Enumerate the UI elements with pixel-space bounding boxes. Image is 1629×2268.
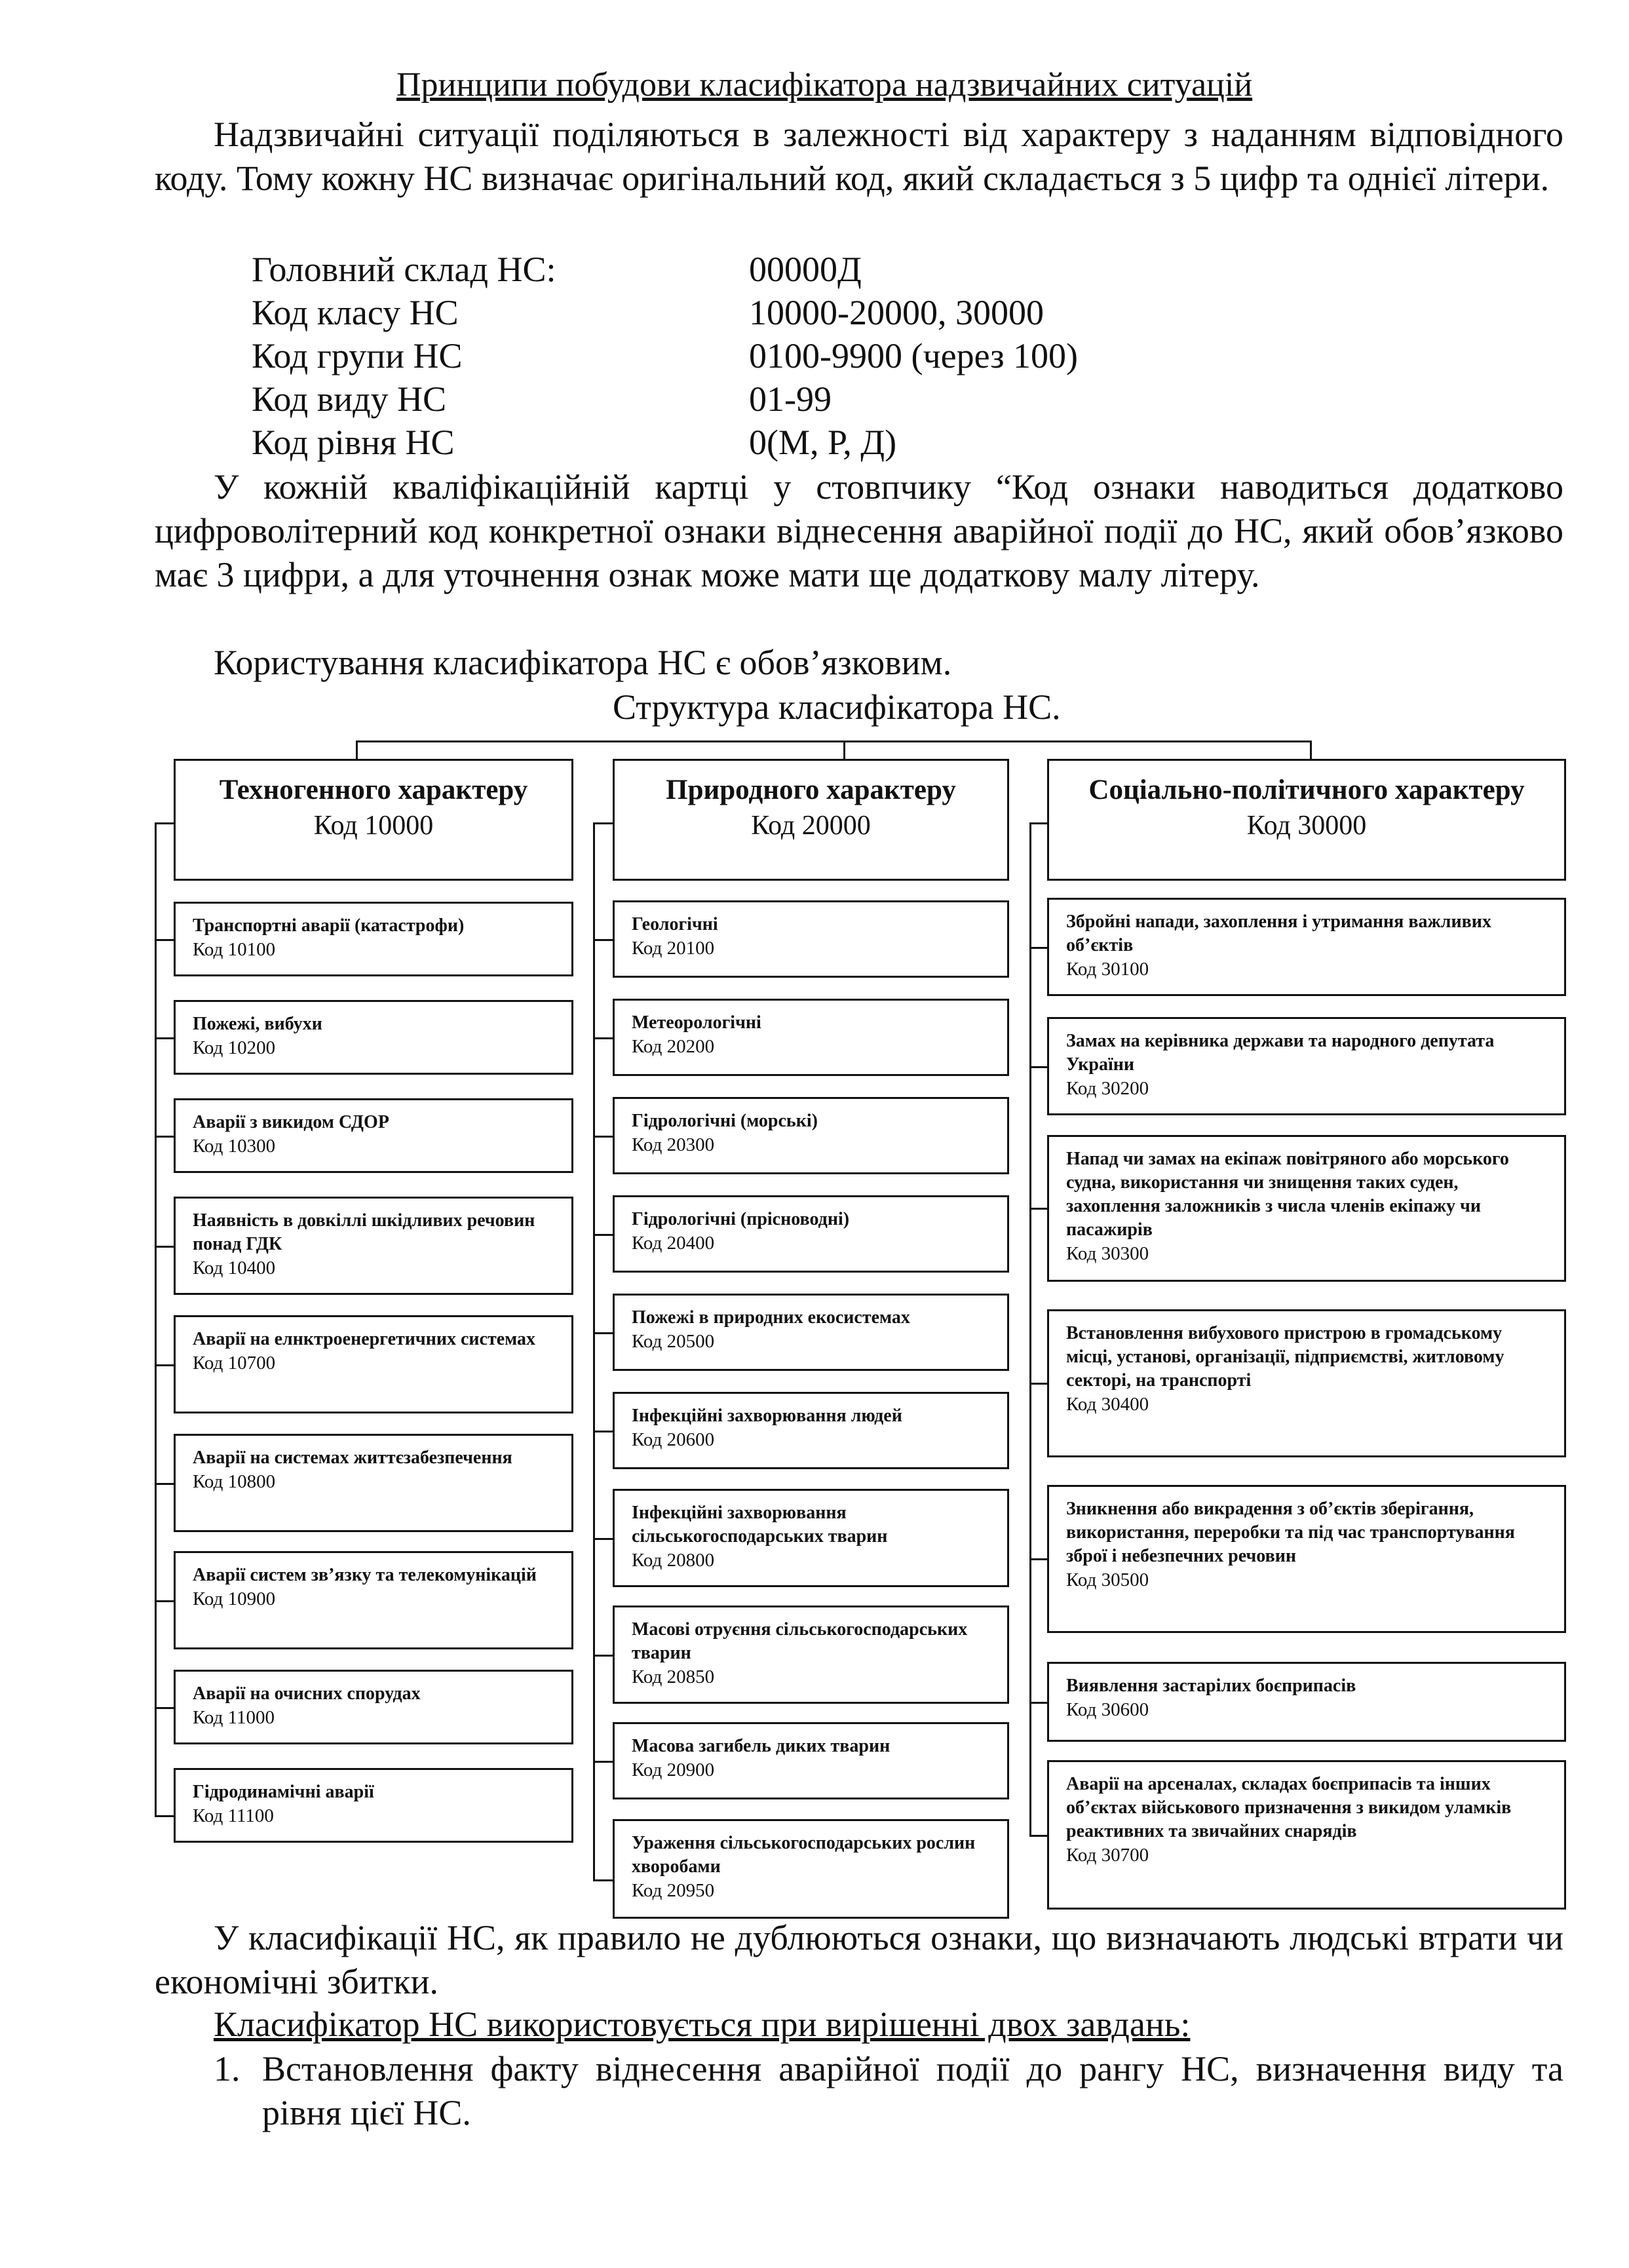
task-1-text: Встановлення факту віднесення аварійної події до рангу НС, визначення виду та рівня цієї НС. [262, 2049, 1563, 2132]
subcategory-box [174, 1000, 573, 1075]
subcategory-box [174, 1551, 573, 1649]
diagram-connector [356, 740, 358, 760]
diagram-connector [155, 1037, 174, 1039]
subcategory-title: Аварії на арсеналах, складах боєприпасів та інших об’єктах військового призначення з викидом уламків реактивних та звичайних снарядів [1066, 1774, 1512, 1841]
diagram-connector [593, 1431, 613, 1432]
intro-paragraph: Надзвичайні ситуації поділяються в залежності від характеру з наданням відповідного коду. Тому кожну НС визначає оригінальний код, який складається з 5 цифр та однієї літери. [155, 115, 1563, 198]
task-number: 1. [214, 2049, 240, 2088]
subcategory-title: Метеорологічні [632, 1012, 761, 1033]
diagram-connector [593, 1332, 613, 1334]
diagram-connector [593, 1037, 613, 1039]
subcategory-box [174, 902, 573, 976]
subcategory-box [613, 1819, 1009, 1919]
subcategory-box [613, 900, 1009, 978]
diagram-connector [1310, 740, 1312, 760]
subcategory-box [174, 1197, 573, 1295]
diagram-connector [593, 822, 613, 824]
diagram-connector [155, 822, 174, 824]
subcategory-box [1047, 1135, 1566, 1282]
diagram-connector [1029, 822, 1047, 824]
code-label: Головний склад НС: [252, 250, 556, 289]
code-label: Код групи НС [252, 336, 463, 375]
subcategory-box [174, 1098, 573, 1173]
subcategory-code: Код 20800 [632, 1550, 715, 1571]
category-box-natural [613, 759, 1009, 881]
subcategory-code: Код 20500 [632, 1331, 715, 1352]
subcategory-code: Код 30500 [1066, 1569, 1149, 1590]
subcategory-code: Код 20900 [632, 1759, 715, 1780]
subcategory-code: Код 20600 [632, 1429, 715, 1450]
subcategory-title: Гідрологічні (морські) [632, 1111, 818, 1131]
subcategory-code: Код 10200 [193, 1037, 276, 1058]
diagram-connector [155, 1364, 174, 1366]
subcategory-title: Зникнення або викрадення з об’єктів зберігання, використання, переробки та під час транспортування зброї і небезпечних речовин [1066, 1499, 1515, 1566]
subcategory-box [613, 1605, 1009, 1704]
subcategory-box [1047, 1485, 1566, 1633]
subcategory-title: Інфекційні захворювання сільськогосподарських тварин [632, 1503, 888, 1547]
subcategory-title: Встановлення вибухового пристрою в громадському місці, установі, організації, підприємстві, житловому секторі, на транспорті [1066, 1323, 1504, 1391]
diagram-connector [155, 1600, 174, 1602]
tasks-heading: Класифікатор НС використовується при вирішенні двох завдань: [214, 2005, 1191, 2044]
diagram-connector [1029, 947, 1047, 949]
subcategory-title: Збройні напади, захоплення і утримання важливих об’єктів [1066, 912, 1491, 955]
subcategory-title: Аварії з викидом СДОР [193, 1112, 389, 1132]
diagram-connector [356, 740, 1312, 742]
subcategory-title: Масові отруєння сільськогосподарських тварин [632, 1619, 968, 1663]
subcategory-code: Код 10800 [193, 1471, 276, 1492]
diagram-connector [155, 1136, 174, 1138]
diagram-connector [593, 939, 613, 941]
diagram-connector [593, 822, 595, 1881]
subcategory-title: Геологічні [632, 914, 718, 934]
diagram-connector [155, 1246, 174, 1248]
category-box-technogenic [174, 759, 573, 881]
diagram-connector [1029, 1383, 1047, 1385]
qualification-paragraph: У кожній кваліфікаційній картці у стовпчику “Код ознаки наводиться додатково цифроволітерний код конкретної ознаки віднесення аварійної події до НС, який обов’язково має 3 цифри, а для уточнення ознак може мати ще додаткову малу літеру. [155, 467, 1563, 594]
subcategory-title: Замах на керівника держави та народного депутата України [1066, 1031, 1495, 1075]
code-value: 00000Д [749, 250, 862, 289]
diagram-connector [155, 1483, 174, 1485]
subcategory-title: Аварії на елнктроенергетичних системах [193, 1329, 536, 1349]
diagram-connector [1029, 822, 1031, 1837]
subcategory-code: Код 10100 [193, 939, 276, 960]
subcategory-box [613, 1392, 1009, 1469]
code-label: Код рівня НС [252, 423, 455, 462]
diagram-connector [1029, 1208, 1047, 1210]
subcategory-code: Код 11100 [193, 1805, 274, 1826]
subcategory-title: Аварії на системах життєзабезпечення [193, 1448, 512, 1468]
diagram-connector [593, 1655, 613, 1657]
code-value: 0(М, Р, Д) [749, 423, 897, 462]
diagram-connector [155, 939, 174, 941]
subcategory-box [174, 1434, 573, 1532]
classification-paragraph: У класифікації НС, як правило не дублюються ознаки, що визначають людські втрати чи економічні збитки. [155, 1918, 1563, 2001]
diagram-connector [843, 740, 845, 760]
subcategory-title: Виявлення застарілих боєприпасів [1066, 1676, 1356, 1696]
subcategory-box [1047, 1309, 1566, 1457]
subcategory-title: Ураження сільськогосподарських рослин хворобами [632, 1833, 976, 1877]
subcategory-code: Код 20100 [632, 938, 715, 959]
subcategory-box [174, 1670, 573, 1744]
subcategory-code: Код 20400 [632, 1233, 715, 1254]
code-value: 10000-20000, 30000 [749, 293, 1044, 332]
category-code: Код 30000 [1246, 811, 1367, 841]
subcategory-title: Напад чи замах на екіпаж повітряного або морського судна, використання чи знищення таких суден, захоплення заложників з числа членів екіпажу чи пасажирів [1066, 1149, 1509, 1240]
subcategory-title: Пожежі в природних екосистемах [632, 1307, 910, 1328]
code-label: Код класу НС [252, 293, 459, 332]
subcategory-box [613, 999, 1009, 1076]
subcategory-box [174, 1768, 573, 1843]
diagram-connector [593, 1234, 613, 1236]
subcategory-box [613, 1294, 1009, 1371]
subcategory-title: Гідродинамічні аварії [193, 1782, 374, 1802]
subcategory-box [613, 1195, 1009, 1273]
diagram-connector [1029, 1835, 1047, 1837]
subcategory-box [1047, 1017, 1566, 1115]
category-title: Природного характеру [666, 775, 956, 805]
subcategory-title: Інфекційні захворювання людей [632, 1406, 902, 1426]
document-title: Принципи побудови класифікатора надзвичайних ситуацій [396, 66, 1253, 104]
subcategory-title: Аварії систем зв’язку та телекомунікацій [193, 1565, 537, 1585]
code-value: 01-99 [749, 379, 832, 419]
subcategory-code: Код 10900 [193, 1588, 276, 1609]
subcategory-code: Код 10300 [193, 1136, 276, 1157]
subcategory-code: Код 30200 [1066, 1078, 1149, 1099]
subcategory-title: Наявність в довкіллі шкідливих речовин понад ГДК [193, 1210, 535, 1254]
category-title: Соціально-політичного характеру [1088, 775, 1525, 805]
diagram-connector [1029, 1066, 1047, 1068]
structure-title: Структура класифікатора НС. [613, 687, 1061, 727]
subcategory-title: Аварії на очисних спорудах [193, 1683, 421, 1704]
diagram-connector [155, 822, 157, 1817]
subcategory-code: Код 11000 [193, 1707, 275, 1728]
diagram-connector [1029, 1702, 1047, 1704]
mandatory-paragraph: Користування класифікатора НС є обов’язковим. [214, 643, 952, 682]
category-code: Код 10000 [313, 811, 434, 841]
code-label: Код виду НС [252, 379, 447, 419]
subcategory-box [613, 1489, 1009, 1587]
subcategory-title: Масова загибель диких тварин [632, 1736, 891, 1756]
subcategory-box [613, 1097, 1009, 1174]
subcategory-box [174, 1315, 573, 1413]
diagram-connector [1029, 1558, 1047, 1560]
subcategory-code: Код 10400 [193, 1258, 276, 1278]
diagram-connector [593, 1538, 613, 1540]
diagram-connector [155, 1707, 174, 1709]
diagram-connector [155, 1815, 174, 1817]
subcategory-code: Код 20200 [632, 1036, 715, 1057]
subcategory-box [1047, 1760, 1566, 1910]
subcategory-code: Код 10700 [193, 1353, 276, 1374]
subcategory-code: Код 30300 [1066, 1243, 1149, 1264]
category-box-social-political [1047, 759, 1566, 881]
subcategory-code: Код 30600 [1066, 1699, 1149, 1720]
subcategory-code: Код 20850 [632, 1666, 715, 1687]
category-code: Код 20000 [751, 811, 871, 841]
subcategory-box [1047, 898, 1566, 996]
diagram-connector [593, 1761, 613, 1763]
subcategory-code: Код 20300 [632, 1134, 715, 1155]
code-value: 0100-9900 (через 100) [749, 336, 1079, 375]
diagram-connector [593, 1136, 613, 1138]
subcategory-box [613, 1722, 1009, 1799]
subcategory-code: Код 20950 [632, 1880, 715, 1901]
subcategory-title: Пожежі, вибухи [193, 1014, 322, 1034]
subcategory-code: Код 30700 [1066, 1845, 1149, 1866]
subcategory-box [1047, 1662, 1566, 1742]
category-title: Техногенного характеру [219, 775, 528, 805]
subcategory-code: Код 30100 [1066, 959, 1149, 980]
subcategory-title: Гідрологічні (прісноводні) [632, 1209, 850, 1229]
subcategory-title: Транспортні аварії (катастрофи) [193, 915, 465, 936]
subcategory-code: Код 30400 [1066, 1394, 1149, 1415]
diagram-connector [593, 1879, 613, 1881]
